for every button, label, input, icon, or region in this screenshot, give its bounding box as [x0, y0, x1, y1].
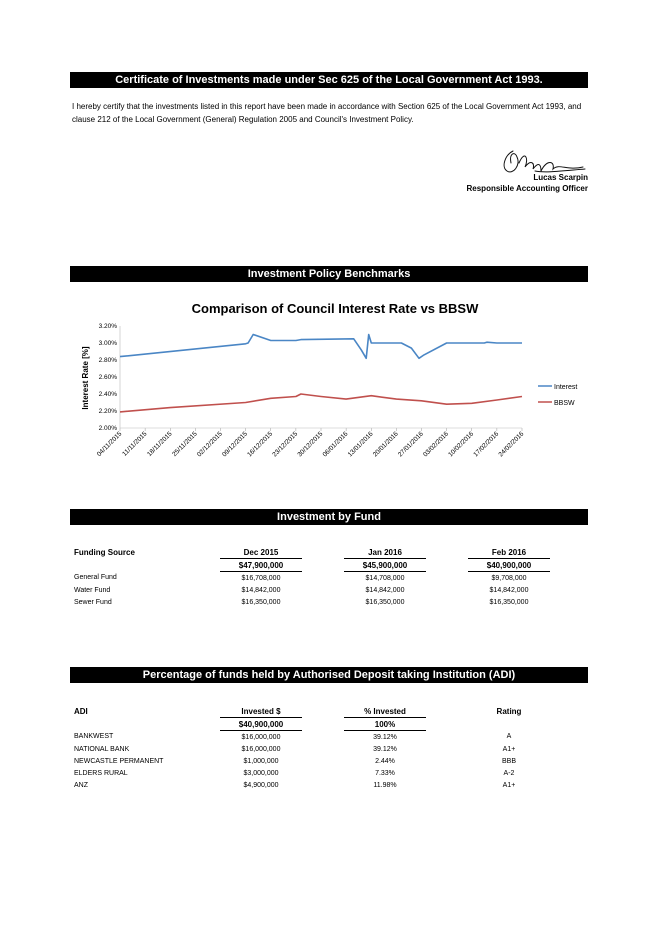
adi-invested: $1,000,000 [243, 757, 279, 765]
fund-total-dec: $47,900,000 [220, 559, 302, 572]
legend-interest: Interest [554, 384, 578, 391]
fund-name: Sewer Fund [74, 598, 112, 606]
fund-header-feb: Feb 2016 [491, 548, 527, 557]
legend [538, 384, 577, 407]
table-row [74, 779, 550, 791]
adi-name: NATIONAL BANK [74, 745, 130, 753]
y-tick-label: 2.60% [98, 374, 117, 381]
signatory-name: Lucas Scarpin [533, 173, 588, 182]
fund-name: Water Fund [74, 586, 111, 594]
adi-rating: A1+ [502, 745, 516, 753]
adi-name: BANKWEST [74, 733, 114, 741]
adi-header-name: ADI [74, 707, 88, 717]
adi-header-percent: % Invested [364, 707, 406, 716]
x-tick-label: 11/11/2015 [121, 430, 149, 458]
y-tick-label: 3.00% [98, 340, 117, 347]
x-tick-label: 02/12/2015 [195, 430, 224, 459]
certificate-text: I hereby certify that the investments listed in this report have been made in accordance with Section 625 of the Local Government Act 1993, and clause 212 of the Local Government (General) Regulation 2005 and Council's Investment Policy. [72, 102, 582, 124]
signatory-title: Responsible Accounting Officer [466, 184, 588, 193]
x-tick-label: 13/01/2016 [346, 430, 375, 459]
x-tick-label: 17/02/2016 [472, 430, 501, 459]
fund-total-jan: $45,900,000 [344, 559, 426, 572]
x-tick-label: 03/02/2016 [422, 430, 451, 459]
adi-header-invested: Invested $ [241, 707, 281, 716]
fund-table [74, 547, 550, 608]
adi-rating: A [506, 733, 512, 741]
adi-name: NEWCASTLE PERMANENT [74, 757, 164, 765]
y-axis-label: Interest Rate [%] [81, 346, 90, 410]
series-line-bbsw [120, 394, 522, 412]
fund-header-source: Funding Source [74, 548, 135, 558]
adi-percent: 39.12% [373, 733, 397, 741]
fund-heading: Investment by Fund [70, 509, 588, 525]
adi-name: ANZ [74, 781, 88, 789]
adi-table [74, 706, 550, 791]
adi-header-row [74, 706, 550, 718]
x-tick-label: 27/01/2016 [396, 430, 425, 459]
table-row [74, 584, 550, 596]
table-row [74, 572, 550, 585]
certificate-heading: Certificate of Investments made under Sec 625 of the Local Government Act 1993. [70, 72, 588, 88]
fund-value: $16,350,000 [489, 598, 529, 606]
adi-totals-row [74, 718, 550, 731]
fund-header-row [74, 547, 550, 559]
fund-header-jan: Jan 2016 [368, 548, 402, 557]
interest-rate-chart [70, 318, 600, 498]
adi-total-invested: $40,900,000 [220, 718, 302, 731]
x-tick-label: 20/01/2016 [371, 430, 400, 459]
fund-value: $14,708,000 [365, 574, 405, 582]
y-tick-label: 2.20% [98, 408, 117, 415]
fund-value: $9,708,000 [491, 574, 527, 582]
x-tick-label: 30/12/2015 [296, 430, 325, 459]
adi-percent: 2.44% [375, 757, 395, 765]
adi-header-rating: Rating [496, 707, 522, 717]
y-tick-label: 2.40% [98, 391, 117, 398]
series-line-interest [120, 335, 522, 359]
table-row [74, 596, 550, 608]
fund-value: $16,350,000 [241, 598, 281, 606]
adi-rating: A-2 [503, 769, 515, 777]
adi-invested: $4,900,000 [243, 781, 279, 789]
y-tick-label: 3.20% [98, 323, 117, 330]
adi-invested: $16,000,000 [241, 745, 281, 753]
x-tick-label: 04/11/2015 [95, 430, 124, 459]
x-tick-label: 18/11/2015 [146, 430, 174, 459]
x-tick-label: 06/01/2016 [321, 430, 350, 459]
table-row [74, 767, 550, 779]
table-row [74, 731, 550, 744]
adi-rating: BBB [501, 757, 516, 765]
adi-name: ELDERS RURAL [74, 769, 128, 777]
adi-heading: Percentage of funds held by Authorised Deposit taking Institution (ADI) [70, 667, 588, 683]
x-tick-label: 23/12/2015 [271, 430, 300, 459]
fund-total-feb: $40,900,000 [468, 559, 550, 572]
fund-totals-row [74, 559, 550, 572]
adi-total-percent: 100% [344, 718, 426, 731]
x-tick-label: 10/02/2016 [447, 430, 476, 459]
table-row [74, 743, 550, 755]
adi-percent: 7.33% [375, 769, 395, 777]
legend-bbsw: BBSW [554, 400, 575, 407]
fund-header-dec: Dec 2015 [243, 548, 279, 557]
chart-title: Comparison of Council Interest Rate vs BBSW [191, 301, 479, 316]
fund-value: $16,708,000 [241, 574, 281, 582]
x-tick-label: 09/12/2015 [221, 430, 250, 459]
table-row [74, 755, 550, 767]
adi-percent: 11.98% [373, 781, 397, 789]
fund-value: $14,842,000 [241, 586, 281, 594]
y-tick-label: 2.80% [98, 357, 117, 364]
y-tick-label: 2.00% [98, 425, 117, 432]
benchmarks-heading: Investment Policy Benchmarks [70, 266, 588, 282]
fund-value: $16,350,000 [365, 598, 405, 606]
x-tick-label: 25/11/2015 [171, 430, 199, 459]
adi-invested: $16,000,000 [241, 733, 281, 741]
fund-value: $14,842,000 [365, 586, 405, 594]
x-tick-label: 16/12/2015 [246, 430, 275, 459]
fund-value: $14,842,000 [489, 586, 529, 594]
adi-percent: 39.12% [373, 745, 397, 753]
adi-rating: A1+ [502, 781, 516, 789]
x-tick-label: 24/02/2016 [497, 430, 526, 459]
fund-name: General Fund [74, 574, 117, 582]
adi-invested: $3,000,000 [243, 769, 279, 777]
